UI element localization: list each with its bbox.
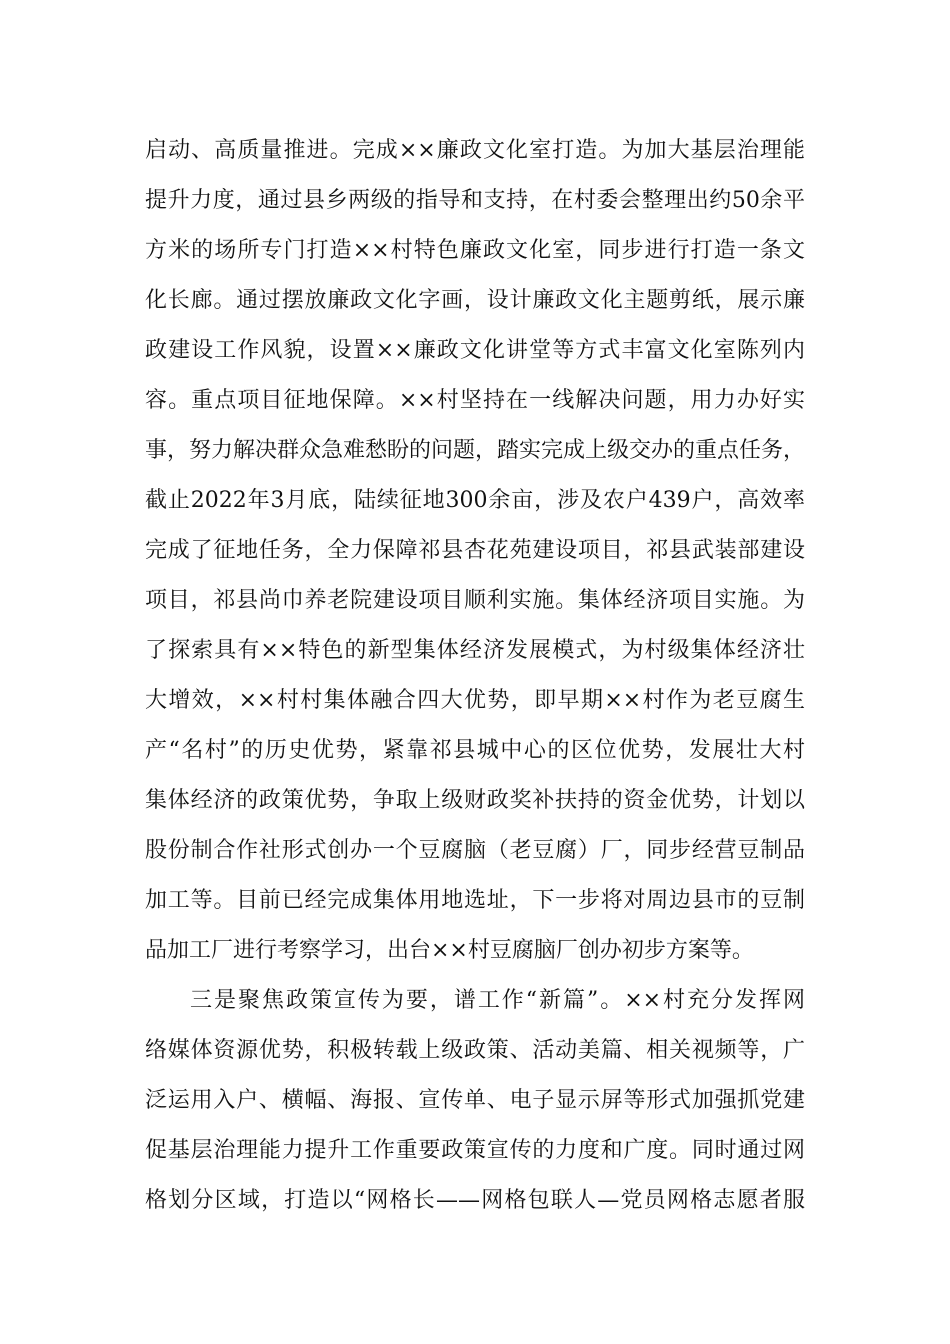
- text-line: 启动、高质量推进。完成××廉政文化室打造。为加大基层治理能: [145, 138, 805, 163]
- text-line: 泛运用入户、横幅、海报、宣传单、电子显示屏等形式加强抓党建: [145, 1088, 805, 1113]
- text-line: 产“名村”的历史优势，紧靠祁县城中心的区位优势，发展壮大村: [145, 738, 805, 763]
- text-line: 提升力度，通过县乡两级的指导和支持，在村委会整理出约50余平: [145, 188, 805, 213]
- text-line: 络媒体资源优势，积极转载上级政策、活动美篇、相关视频等，广: [145, 1038, 805, 1063]
- text-line: 大增效，××村村集体融合四大优势，即早期××村作为老豆腐生: [145, 688, 805, 713]
- text-line: 了探索具有××特色的新型集体经济发展模式，为村级集体经济壮: [145, 638, 805, 663]
- text-line: 政建设工作风貌，设置××廉政文化讲堂等方式丰富文化室陈列内: [145, 338, 805, 363]
- text-line: 化长廊。通过摆放廉政文化字画，设计廉政文化主题剪纸，展示廉: [145, 288, 805, 313]
- text-line: 项目，祁县尚巾养老院建设项目顺利实施。集体经济项目实施。为: [145, 588, 805, 613]
- text-line: 事，努力解决群众急难愁盼的问题，踏实完成上级交办的重点任务，: [145, 438, 805, 463]
- text-line: 格划分区域，打造以“网格长——网格包联人—党员网格志愿者服: [145, 1188, 805, 1213]
- text-line: 加工等。目前已经完成集体用地选址，下一步将对周边县市的豆制: [145, 888, 805, 913]
- text-line: 品加工厂进行考察学习，出台××村豆腐脑厂创办初步方案等。: [145, 938, 754, 963]
- text-line: 促基层治理能力提升工作重要政策宣传的力度和广度。同时通过网: [145, 1138, 805, 1163]
- text-line: 三是聚焦政策宣传为要，谱工作“新篇”。××村充分发挥网: [190, 988, 805, 1013]
- text-line: 容。重点项目征地保障。××村坚持在一线解决问题，用力办好实: [145, 388, 805, 413]
- text-line: 集体经济的政策优势，争取上级财政奖补扶持的资金优势，计划以: [145, 788, 805, 813]
- text-line: 截止2022年3月底，陆续征地300余亩，涉及农户439户，高效率: [145, 488, 805, 513]
- text-line: 股份制合作社形式创办一个豆腐脑（老豆腐）厂，同步经营豆制品: [145, 838, 805, 863]
- text-line: 方米的场所专门打造××村特色廉政文化室，同步进行打造一条文: [145, 238, 805, 263]
- text-line: 完成了征地任务，全力保障祁县杏花苑建设项目，祁县武装部建设: [145, 538, 805, 563]
